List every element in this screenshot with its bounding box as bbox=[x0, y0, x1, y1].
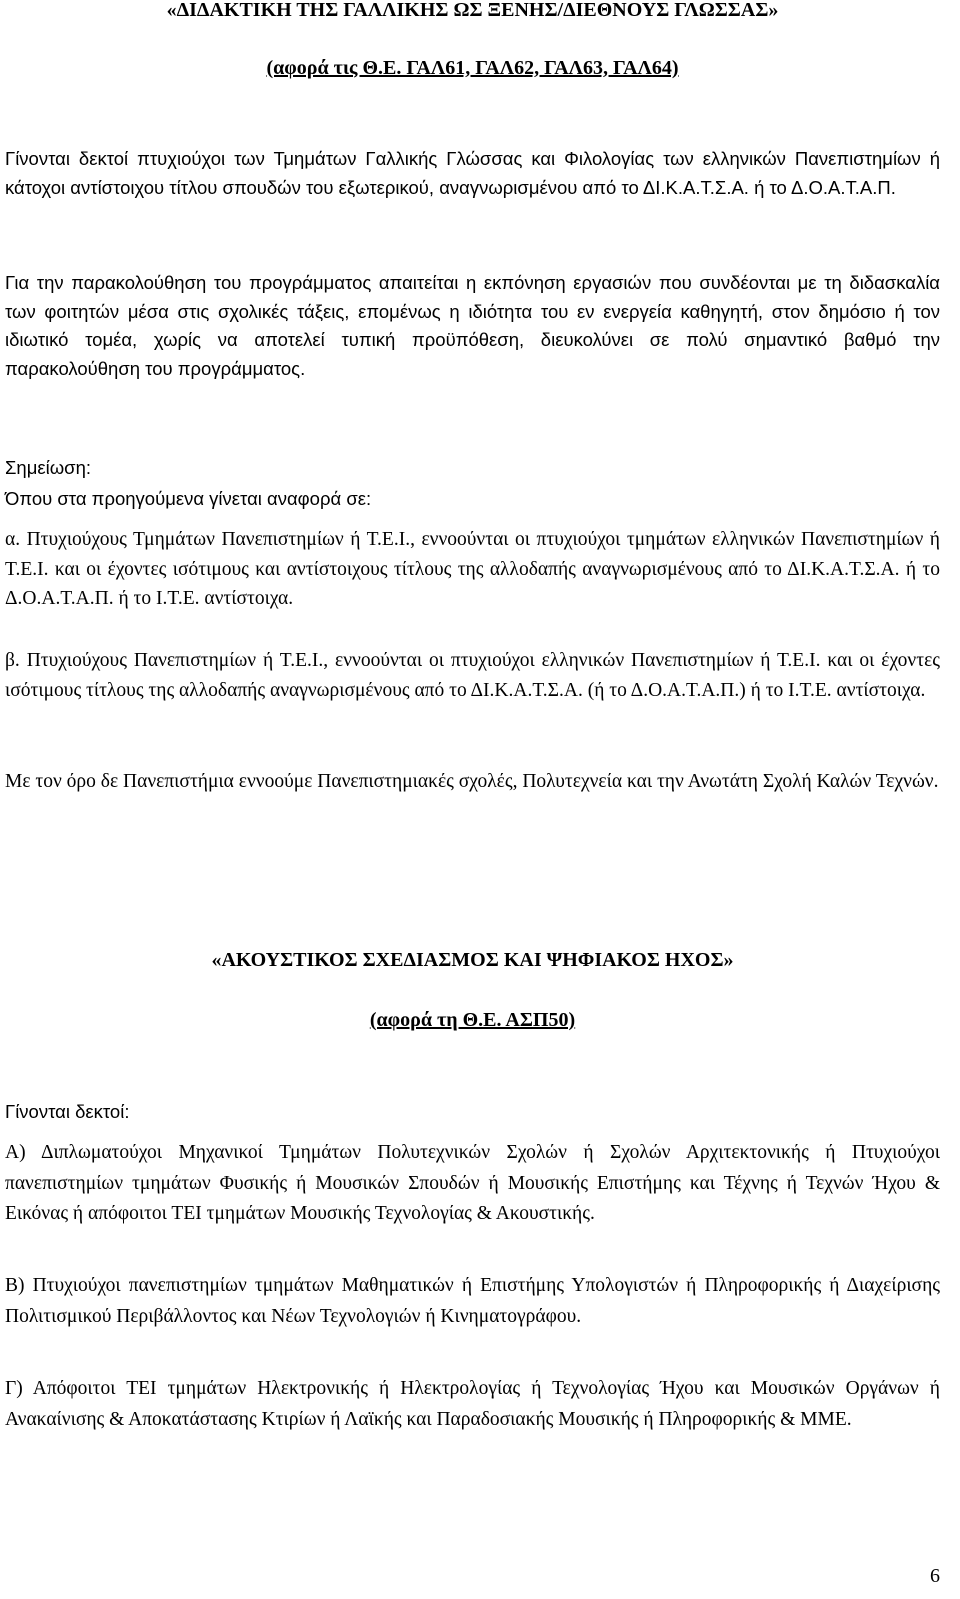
criteria-item-a: Α) Διπλωματούχοι Μηχανικοί Τμημάτων Πολυτεχνικών Σχολών ή Σχολών Αρχιτεκτονικής ή Πτυχιούχοι πανεπιστημίων τμημάτων Φυσικής ή Μουσικών Σπουδών ή Μουσικής Επιστήμης και Τέχνης ή Τεχνών Ήχου & Εικόνας ή απόφοιτοι ΤΕΙ τμημάτων Μουσικής Τεχνολογίας & Ακουστικής. bbox=[5, 1142, 940, 1224]
page-number: 6 bbox=[930, 1565, 940, 1587]
note-label: Σημείωση: bbox=[5, 457, 92, 478]
note-item-a: α. Πτυχιούχους Τμημάτων Πανεπιστημίων ή Τ.Ε.Ι., εννοούνται οι πτυχιούχοι τμημάτων ελληνικών Πανεπιστημίων ή Τ.Ε.Ι. και οι έχοντες ισότιμους και αντίστοιχους τίτλους της αλλοδαπής αναγνωρισμένους από το ΔΙ.Κ.Α.Τ.Σ.Α. ή το Δ.Ο.Α.Τ.Α.Π. ή το Ι.Τ.Ε. αντίστοιχα. bbox=[5, 529, 940, 609]
note-intro: Όπου στα προηγούμενα γίνεται αναφορά σε: bbox=[5, 488, 372, 509]
section-title: «ΔΙΔΑΚΤΙΚΗ ΤΗΣ ΓΑΛΛΙΚΗΣ ΩΣ ΞΕΝΗΣ/ΔΙΕΘΝΟΥΣ ΓΛΩΣΣΑΣ» bbox=[166, 0, 779, 21]
universities-note: Με τον όρο δε Πανεπιστήμια εννοούμε Πανεπιστημιακές σχολές, Πολυτεχνεία και την Ανωτάτη Σχολή Καλών Τεχνών. bbox=[5, 771, 939, 792]
criteria-item-c: Γ) Απόφοιτοι ΤΕΙ τμημάτων Ηλεκτρονικής ή Ηλεκτρολογίας ή Τεχνολογίας Ήχου και Μουσικών Οργάνων ή Ανακαίνισης & Αποκατάστασης Κτιρίων ή Λαϊκής και Παραδοσιακής Μουσικής ή Πληροφορικής & ΜΜΕ. bbox=[5, 1378, 940, 1430]
accepted-paragraph: Γίνονται δεκτοί πτυχιούχοι των Τμημάτων Γαλλικής Γλώσσας και Φιλολογίας των ελληνικών Πανεπιστημίων ή κάτοχοι αντίστοιχου τίτλου σπουδών του εξωτερικού, αναγνωρισμένου από το ΔΙ.Κ.Α.Τ.Σ.Α. ή το Δ.Ο.Α.Τ.Α.Π. bbox=[5, 148, 940, 198]
section2-subtitle-text: (αφορά τη Θ.Ε. ΑΣΠ50) bbox=[369, 1009, 576, 1031]
accepted-label: Γίνονται δεκτοί: bbox=[5, 1101, 130, 1122]
section2-subtitle bbox=[5, 1006, 940, 1035]
section-subtitle-text: (αφορά τις Θ.Ε. ΓΑΛ61, ΓΑΛ62, ΓΑΛ63, ΓΑΛ64) bbox=[266, 57, 679, 79]
section-subtitle bbox=[5, 54, 940, 83]
requirement-paragraph: Για την παρακολούθηση του προγράμματος απαιτείται η εκπόνηση εργασιών που συνδέονται με τη διδασκαλία των φοιτητών μέσα στις σχολικές τάξεις, επομένως η ιδιότητα του εν ενεργεία καθηγητή, στον δημόσιο ή τον ιδιωτικό τομέα, χωρίς να αποτελεί τυπική προϋπόθεση, διευκολύνει σε πολύ σημαντικό βαθμό την παρακολούθηση του προγράμματος. bbox=[5, 272, 940, 379]
section2-title: «ΑΚΟΥΣΤΙΚΟΣ ΣΧΕΔΙΑΣΜΟΣ ΚΑΙ ΨΗΦΙΑΚΟΣ ΗΧΟΣ» bbox=[211, 949, 734, 971]
criteria-item-b: Β) Πτυχιούχοι πανεπιστημίων τμημάτων Μαθηματικών ή Επιστήμης Υπολογιστών ή Πληροφορικής ή Διαχείρισης Πολιτισμικού Περιβάλλοντος και Νέων Τεχνολογιών ή Κινηματογράφου. bbox=[5, 1275, 940, 1327]
note-item-b: β. Πτυχιούχους Πανεπιστημίων ή Τ.Ε.Ι., εννοούνται οι πτυχιούχοι ελληνικών Πανεπιστημίων ή Τ.Ε.Ι. και οι έχοντες ισότιμους τίτλους της αλλοδαπής αναγνωρισμένους από το ΔΙ.Κ.Α.Τ.Σ.Α. (ή το Δ.Ο.Α.Τ.Α.Π.) ή το Ι.Τ.Ε. αντίστοιχα. bbox=[5, 650, 940, 701]
